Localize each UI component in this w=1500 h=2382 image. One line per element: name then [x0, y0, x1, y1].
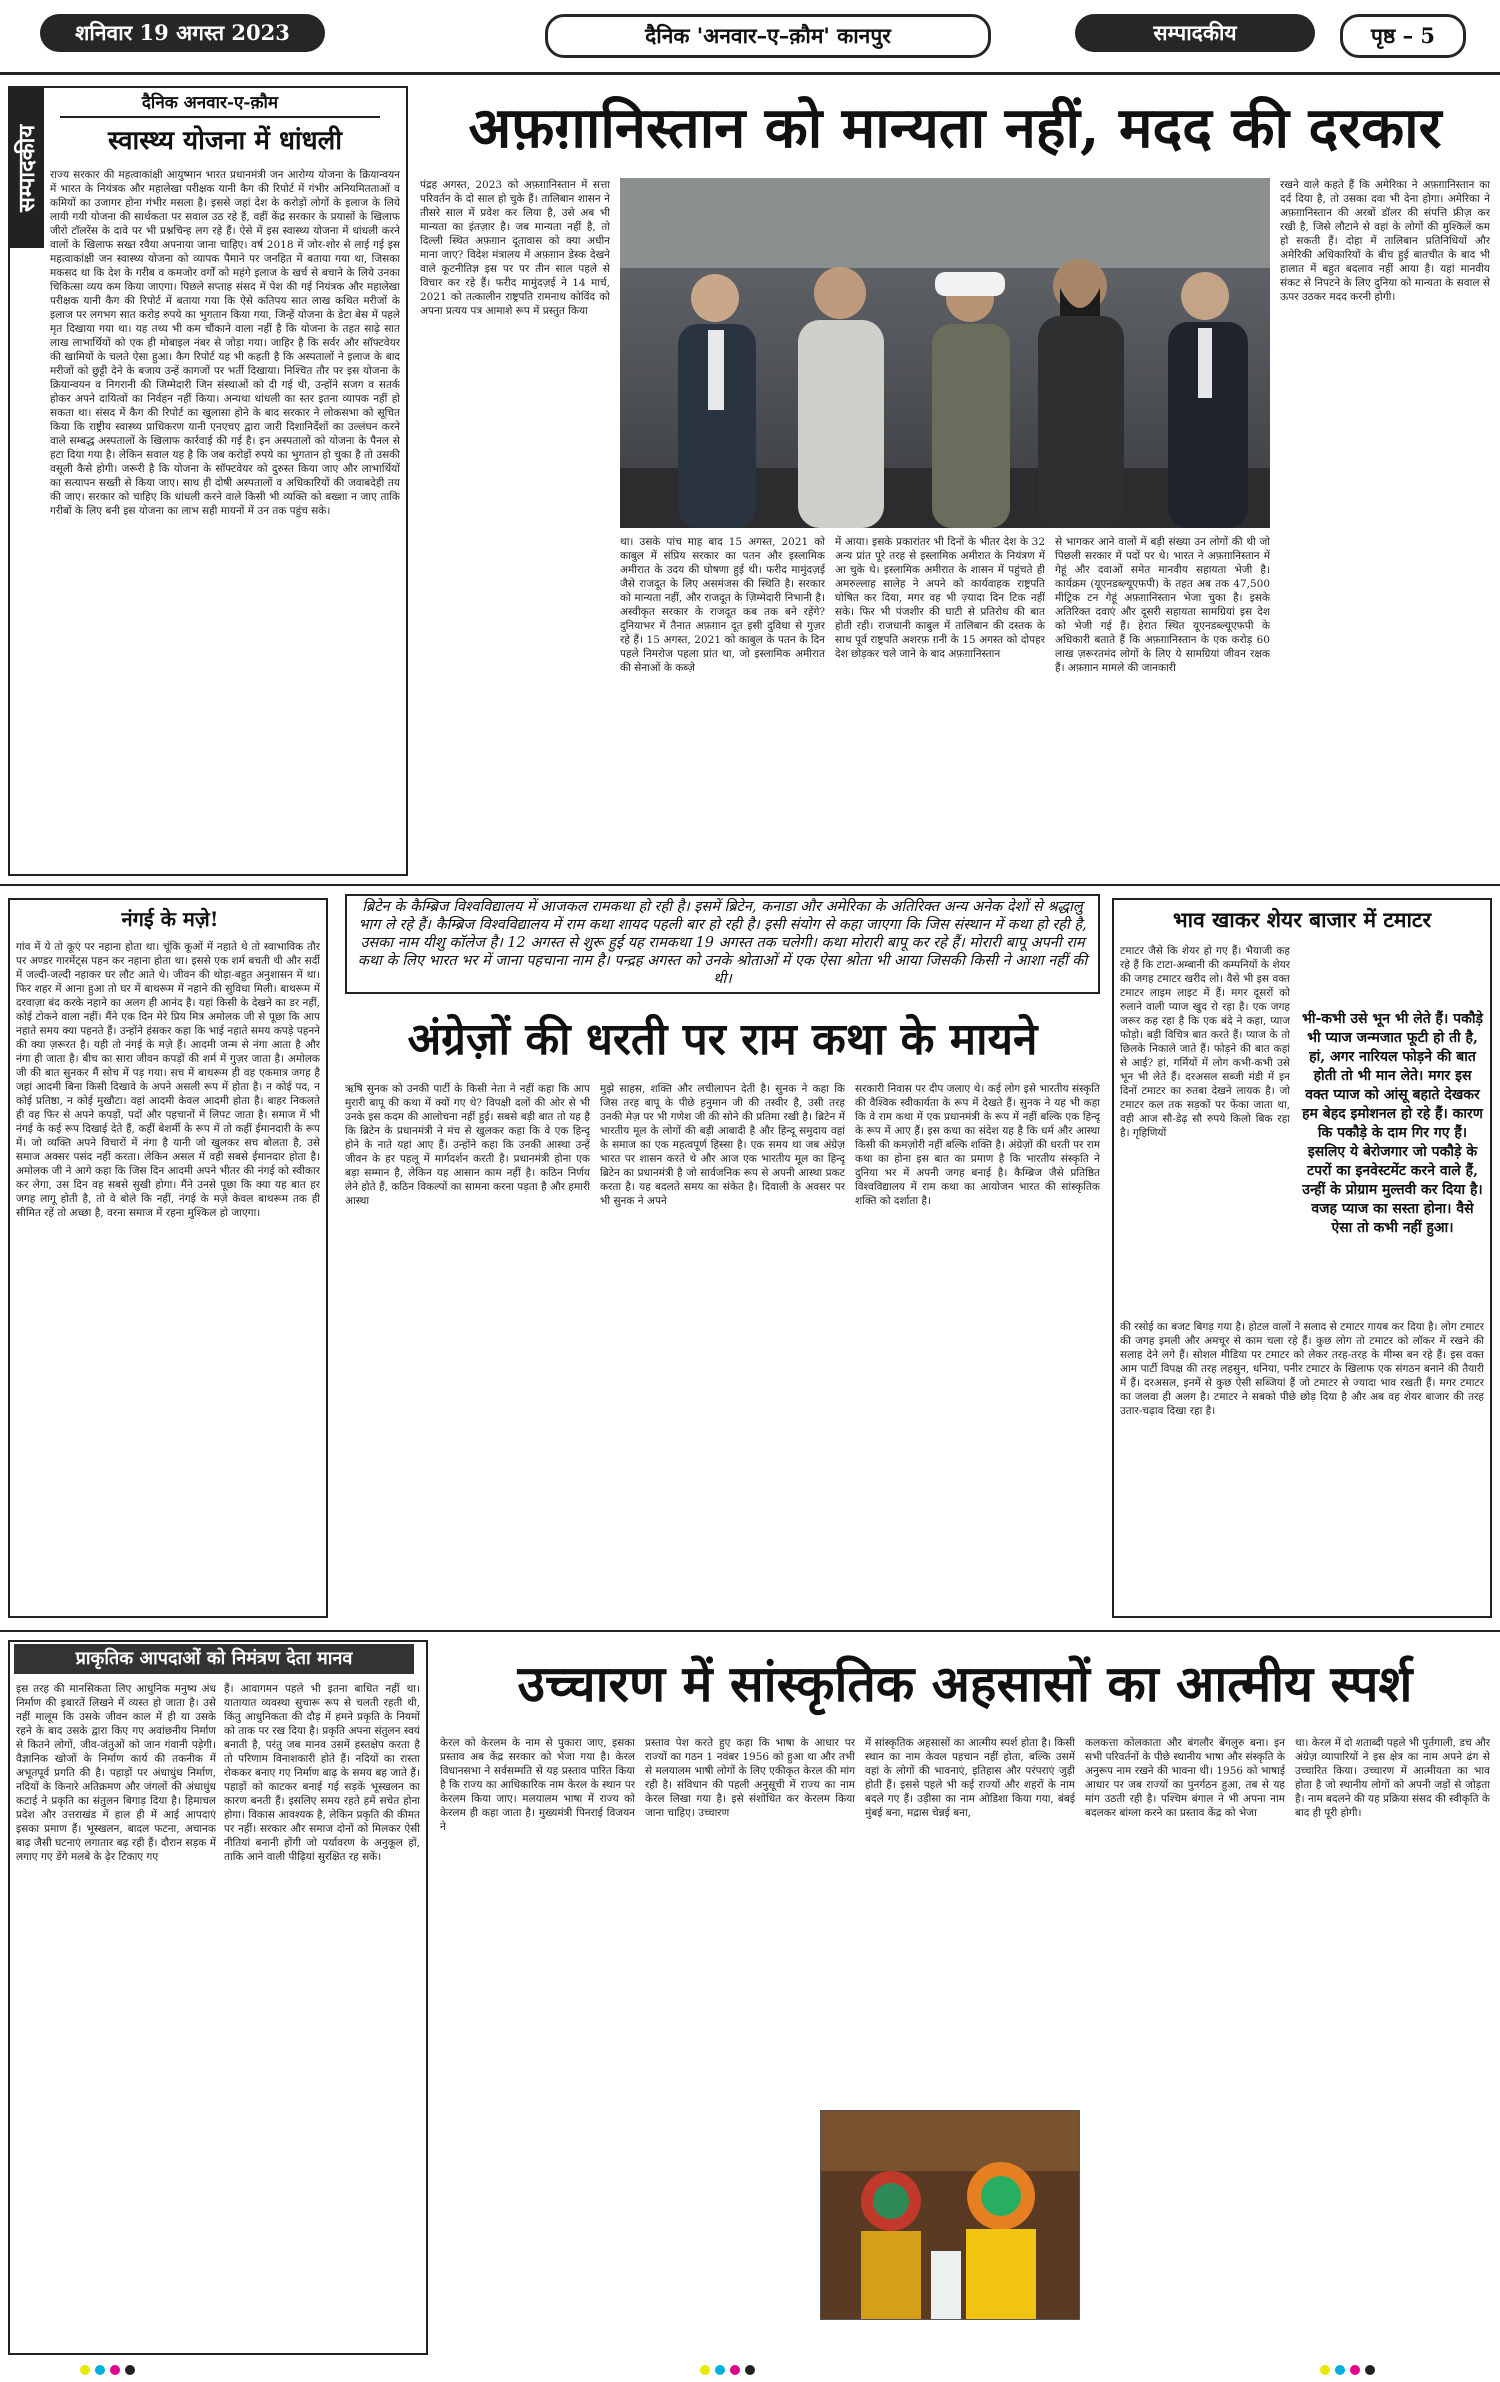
- section-name: सम्पादकीय: [1075, 14, 1315, 52]
- newspaper-name: दैनिक 'अनवार–ए–क़ौम' कानपुर: [545, 14, 991, 58]
- print-registration-dots-right: [1320, 2365, 1375, 2375]
- nature-col-1: इस तरह की मानसिकता लिए आधुनिक मनुष्य अंध निर्माण की इबारतें लिखने में व्यस्त हो जाता है। उसे नहीं मालूम कि उसके जीवन काल में ही या उसके रहने के बाद उसके द्वारा किए गए अवांछनीय निर्माण से कितने लोगों, जीव-जंतुओं को जान गंवानी पड़ेगी। वैज्ञानिक खोजों के निर्माण कार्य की तकनीक में अभूतपूर्व प्रगति की है। पहाड़ों पर अंधाधुंध निर्माण, नदियों के किनारे अतिक्रमण और जंगलों की अंधाधुंध कटाई ने प्रकृति का संतुलन बिगाड़ दिया है। हिमाचल प्रदेश और उत्तराखंड में हाल ही में आई आपदाएं इसका प्रमाण हैं। भूस्खलन, बादल फटना, अचानक बाढ़ जैसी घटनाएं लगातार बढ़ रही हैं। दौरान सड़क में लगाए गए डेंगे मलबे के ढ़ेर टिकाए गए: [16, 1683, 216, 1863]
- nangai-body: गांव में ये तो कूएं पर नहाना होता था। चूंकि कूओं में नहाते थे तो स्वाभाविक तौर पर अण्डर गारमेंट्स पहन कर नहाना होता था। इससे एक शर्म बचती थी और सर्दी में जल्दी-जल्दी नहाकर घर लौट आते थे। जीवन की थोड़ा-बहुत अनुशासन में था। फिर शहर में आना हुआ तो घर में बाथरूम में नहाने की सुविधा मिली। बाथरूम में दरवाज़ा बंद करके नहाने का अलग ही आनंद है। यहां किसी के देखने का डर नहीं, कोई टोकने वाला नहीं। मैंने एक दिन मेरे प्रिय मित्र अमोलक जी से पूछा कि आप नहाते समय क्या पहनते हैं। उन्होंने हंसकर कहा कि भाई नहाते समय कपड़े पहनने की क्या ज़रूरत है। यही तो नंगई के मज़े हैं। आदमी जन्म से नंगा आता है और नंगा ही जाता है। बीच का सारा जीवन कपड़ों की शर्म में गुज़र जाता है। अमोलक जी की बात सुनकर मैं सोच में पड़ गया। सच में बाथरूम ही वह एकमात्र जगह है जहां आदमी बिना किसी दिखावे के अपने असली रूप में होता है। न कोई पद, न कोई प्रतिष्ठा, न कोई मुखौटा। वहां आदमी केवल आदमी होता है। बाहर निकलते ही वह फिर से अपने कपड़ों, पदों और पहचानों में लिपट जाता है। समाज में भी नंगई के कई रूप दिखाई देते हैं, कहीं बेशर्मी के रूप में तो कहीं ईमानदारी के रूप में। जो व्यक्ति अपने विचारों में नंगा है यानी जो खुलकर सच बोलता है, उसे समाज अक्सर पसंद नहीं करता। लेकिन असल में वही सबसे ईमानदार होता है। अमोलक जी ने आगे कहा कि जिस दिन आदमी अपने भीतर की नंगई को स्वीकार कर लेगा, उस दिन वह सबसे सुखी होगा। मैंने उनसे पूछा कि क्या यह बात हर जगह लागू होती है, तो वे बोले कि नहीं, नंगई के मज़े केवल बाथरूम तक ही सीमित रहें तो अच्छा है, वरना समाज में रहना मुश्किल हो जाएगा।: [16, 941, 320, 1219]
- page-number: पृष्ठ – 5: [1340, 14, 1466, 58]
- culture-col-3: में सांस्कृतिक अहसासों का आत्मीय स्पर्श होता है। किसी स्थान का नाम केवल पहचान नहीं होता, बल्कि उसमें वहां के लोगों की भावनाएं, इतिहास और परंपराएं जुड़ी होती हैं। इससे पहले भी कई राज्यों और शहरों के नाम बदले गए हैं। उड़ीसा का नाम ओडिशा किया गया, बंबई मुंबई बना, मद्रास चेन्नई बना,: [865, 1737, 1075, 1819]
- editorial-body: राज्य सरकार की महत्वाकांक्षी आयुष्मान भारत प्रधानमंत्री जन आरोग्य योजना के क्रियान्वयन में भारत के नियंत्रक और महालेखा परीक्षक यानी कैग की रिपोर्ट में गंभीर अनियमितताओं व कमियों का उजागर होना गंभीर मसला है। इससे जहां देश के करोड़ों लोगों के इलाज के लिये लायी गयी योजना की सार्थकता पर सवाल उठ रहे हैं, वहीं केंद्र सरकार के प्रयासों के खिलाफ जीरो टॉलरेंस के दावे पर भी प्रश्नचिन्ह लग रहे हैं। ऐसे में इस स्वास्थ्य योजना में धांधली करने वालों के खिलाफ सख्त रवैया अपनाया जाना चाहिए। वर्ष 2018 में जोर-शोर से लाई गई इस महत्वाकांक्षी जन स्वास्थ्य योजना को व्यापक पैमाने पर जनहित में बताया गया था, जिसका मकसद था कि देश के गरीब व कमजोर वर्गों को महंगे इलाज के खर्च से बचाने के लिये उनका चिकित्सा व्यय कम किया जाएगा। पिछले सप्ताह संसद में पेश की गई नियंत्रक और महालेखा परीक्षक यानी कैग की रिपोर्ट में बताया गया कि ऐसे कतिपय सात लाख कथित मरीजों के इलाज पर लगभग सात करोड़ रुपये का भुगतान किया गया, जिन्हें योजना के डेटा बेस में पहले मृत दिखाया गया था। यह तथ्य भी कम चौंकाने वाला नहीं है कि योजना के तहत साढ़े सात लाख लाभार्थियों को एक ही मोबाइल नंबर से जोड़ा गया। जाहिर है कि सर्वर और सॉफ्टवेयर की खामियों के चलते ऐसा हुआ। कैग रिपोर्ट यह भी कहती है कि अस्पतालों ने इलाज के बाद मरीजों को छुट्टी देने के बजाय उन्हें कागजों पर भर्ती दिखाया। निश्चित तौर पर इस योजना के क्रियान्वयन व निगरानी की जिम्मेदारी जिन संस्थाओं को दी गई थी, उन्होंने सजग व सतर्क होकर अपने दायित्वों का निर्वहन नहीं किया। अन्यथा धांधली का स्तर इतना व्यापक नहीं हो सकता था। संसद में कैग की रिपोर्ट का खुलासा होने के बाद सरकार ने लोकसभा को सूचित किया कि राष्ट्रीय स्वास्थ्य प्राधिकरण यानी एनएचए द्वारा जारी दिशानिर्देशों का उल्लंघन करने वाले सम्बद्ध अस्पतालों के खिलाफ कार्रवाई की गई है। इन अस्पतालों को योजना के पैनल से हटा दिया गया है। लेकिन सवाल यह है कि जब करोड़ों रुपये का भुगतान हो चुका है तो उसकी वसूली कैसे होगी। जरूरी है कि योजना के सॉफ्टवेयर को दुरुस्त किया जाए और लाभार्थियों का सत्यापन सख्ती से किया जाए। साथ ही दोषी अस्पतालों व अधिकारियों की जवाबदेही तय की जाए। सरकार को चाहिए कि धांधली करने वाले किसी भी व्यक्ति को बख्शा न जाए ताकि गरीबों के लिए बनी इस योजना का लाभ सही मायनों में उन तक पहुंच सके।: [50, 169, 400, 517]
- afghan-col-5: रखने वाले कहते हैं कि अमेरिका ने अफ़ग़ानिस्तान का दर्द दिया है, तो उसका दवा भी देना होगा। अमेरिका ने अफ़ग़ानिस्तान की अरबों डॉलर की संपत्ति फ्रीज़ कर रखी है, जिसे लौटाने से वहां के लोगों की मुश्किलें कम हो सकती हैं। दोहा में तालिबान प्रतिनिधियों और अमेरिकी अधिकारियों के बीच हुई बातचीत के बाद भी हालात में बहुत बदलाव नहीं आया है। यहां मानवीय संकट से निपटने के लिए दुनिया को मान्यता के सवाल से ऊपर उठकर मदद करनी होगी।: [1280, 179, 1490, 303]
- registration-dot: [700, 2365, 710, 2375]
- tomato-body-2: की रसोई का बजट बिगड़ गया है। होटल वालों ने सलाद से टमाटर गायब कर दिया है। लोग टमाटर की जगह इमली और अमचूर से काम चला रहे हैं। कुछ लोग तो टमाटर को लॉकर में रखने की सलाह देने लगे हैं। सोशल मीडिया पर टमाटर को लेकर तरह-तरह के मीम्स बन रहे हैं। इस वक्त आम पार्टी विपक्ष की तरह लहसुन, धनिया, पनीर टमाटर के खिलाफ एक संगठन बनाने की तैयारी में हैं। दरअसल, इनमें से कुछ ऐसी सब्जियां हैं जो टमाटर से ज्यादा भाव रखती हैं। मगर टमाटर का जलवा ही अलग है। टमाटर ने सबको पीछे छोड़ दिया है और अब वह शेयर बाजार की तरह उतार-चढ़ाव दिखा रहा है।: [1120, 1321, 1484, 1417]
- print-registration-dots-center: [700, 2365, 755, 2375]
- ticker-text: ब्रिटेन के कैम्ब्रिज विश्वविद्यालय में आजकल रामकथा हो रही है। इसमें ब्रिटेन, कनाडा और अमेरिका के अतिरिक्त अन्य अनेक देशों से श्रद्धालु भाग ले रहे हैं। कैम्ब्रिज विश्वविद्यालय में राम कथा शायद पहली बार हो रही है। इसी संयोग से कहा जाएगा कि जिस संस्थान में कथा हो रही है, उसका नाम यीशु कॉलेज है। 12 अगस्त से शुरू हुई यह रामकथा 19 अगस्त तक चलेगी। कथा मोरारी बापू कर रहे हैं। मोरारी बापू अपनी राम कथा के लिए भारत भर में जाना पहचाना नाम है। पन्द्रह अगस्त को उनके श्रोताओं में एक ऐसा श्रोता भी आया जिसकी किसी ने आशा नहीं की थी।: [357, 899, 1088, 987]
- masthead-rule: [60, 116, 380, 118]
- registration-dot: [745, 2365, 755, 2375]
- registration-dot: [80, 2365, 90, 2375]
- issue-date: शनिवार 19 अगस्त 2023: [40, 14, 325, 52]
- culture-col-5: था। केरल में दो शताब्दी पहले भी पुर्तगाली, डच और अंग्रेज़ व्यापारियों ने इस क्षेत्र का नाम अपने ढंग से उच्चारित किया। उच्चारण में आत्मीयता का भाव होता है जो स्थानीय लोगों को अपनी जड़ों से जोड़ता है। नाम बदलने की यह प्रक्रिया संसद की स्वीकृति के बाद ही पूरी होगी।: [1295, 1737, 1490, 1819]
- tomato-body: टमाटर जैसे कि शेयर हो गए हैं। भैयाजी कह रहे हैं कि टाटा-अम्बानी की कम्पनियों के शेयर की जगह टमाटर खरीद लो। वैसे भी इस वक्त टमाटर लाइम लाइट में हैं। मगर दूसरों को रुलाने वाली प्याज खुद रो रहा है। एक जगह जरूर कह रहा है कि एक बंदे ने कहा, प्याज फोड़ो। बड़ी विचित्र बात करते हैं। प्याज के तो छिलके निकाले जाते हैं। फोड़ने की बात कहां से आई? हां, गर्मियों में लोग कभी-कभी उसे भून भी लेते हैं। दरअसल सब्जी मंडी में इन दिनों टमाटर का रुतबा देखने लायक है। जो टमाटर कल तक सड़कों पर फेंका जाता था, वही आज सौ-डेढ़ सौ रुपये किलो बिक रहा है। गृहिणियों: [1120, 945, 1290, 1139]
- registration-dot: [730, 2365, 740, 2375]
- ram-col-2: मुझे साहस, शक्ति और लचीलापन देती है। सुनक ने कहा कि जिस तरह बापू के पीछे हनुमान जी की तस्वीर है, उसी तरह उनकी मेज़ पर भी गणेश जी की सोने की प्रतिमा रखी है। ब्रिटेन में भारतीय मूल के लोगों की बड़ी आबादी है और हिन्दू समुदाय वहां के समाज का एक महत्वपूर्ण हिस्सा है। एक समय था जब अंग्रेज़ भारत पर शासन करते थे और आज एक भारतीय मूल का हिन्दू ब्रिटेन का प्रधानमंत्री है जो सार्वजनिक रूप से अपनी आस्था प्रकट करता है। यह बदलते समय का संकेत है। दिवाली के अवसर पर भी सुनक ने अपने: [600, 1083, 845, 1207]
- editorial-masthead: दैनिक अनवार-ए-क़ौम: [141, 93, 279, 113]
- registration-dot: [715, 2365, 725, 2375]
- registration-dot: [1350, 2365, 1360, 2375]
- tomato-pull-quote: भी-कभी उसे भून भी लेते हैं। पकौड़े भी प्याज जन्मजात फूटी हो ती है, हां, अगर नारियल फोड़ने की बात होती तो भी मान लेते। मगर इस वक्त प्याज को आंसू बहाते देखकर हम बेहद इमोशनल हो रहे हैं। कारण कि पकौड़े के दाम गिर गए हैं। इसलिए ये बेरोजगार जो पकौड़े के टपरों का इनवेस्टमेंट करने वाले हैं, उन्हीं के प्रोग्राम मुल्तवी कर दिया है। वजह प्याज का सस्ता होना। वैसे ऐसा तो कभी नहीं हुआ।: [1302, 1011, 1483, 1236]
- section-rule-1: [0, 884, 1500, 886]
- afghan-col-3: में आया। इसके प्रकारांतर भी दिनों के भीतर देश के 32 अन्य प्रांत पूरे तरह से इस्लामिक अमीरात के नियंत्रण में आ चुके थे। इस्लामिक अमीरात के शासन में पहुंचते ही अमरुल्लाह सालेह ने अपने को कार्यवाहक राष्ट्रपति घोषित कर दिया, मगर वह भी ज़्यादा दिन टिक नहीं सके। फिर भी पंजशीर की घाटी से प्रतिरोध की बात होती रही। राजधानी काबुल में तालिबान की दस्तक के साथ पूर्व राष्ट्रपति अशरफ़ ग़नी के 15 अगस्त को दोपहर देश छोड़कर चले जाने के बाद अफ़ग़ानिस्तान: [835, 536, 1045, 660]
- kerala-dance-image: [821, 2111, 1080, 2320]
- registration-dot: [95, 2365, 105, 2375]
- registration-dot: [1335, 2365, 1345, 2375]
- nature-col-2: हैं। आवागमन पहले भी इतना बाधित नहीं था। यातायात व्यवस्था सुचारू रूप से चलती रहती थी, किंतु आधुनिकता की दौड़ में हमने प्रकृति के नियमों को ताक पर रख दिया है। प्रकृति अपना संतुलन स्वयं बनाती है, परंतु जब मानव उसमें हस्तक्षेप करता है तो परिणाम विनाशकारी होते हैं। नदियों का रास्ता रोककर बनाए गए निर्माण बाढ़ के समय बह जाते हैं। पहाड़ों को काटकर बनाई गई सड़कें भूस्खलन का कारण बनती हैं। इसलिए समय रहते हमें सचेत होना होगा। विकास आवश्यक है, लेकिन प्रकृति की कीमत पर नहीं। सरकार और समाज दोनों को मिलकर ऐसी नीतियां बनानी होंगी जो पर्यावरण के अनुकूल हों, ताकि आने वाली पीढ़ियां सुरक्षित रह सकें।: [224, 1683, 420, 1863]
- culture-headline: उच्चारण में सांस्कृतिक अहसासों का आत्मीय स्पर्श: [517, 1654, 1413, 1713]
- afghan-col-4: से भागकर आने वालों में बड़ी संख्या उन लोगों की थी जो पिछली सरकार में पदों पर थे। भारत ने अफ़ग़ानिस्तान में गेहूं और दवाओं समेत मानवीय सहायता भेजी है। कार्यक्रम (यूएनडब्ल्यूएफपी) के तहत अब तक 47,500 मीट्रिक टन गेहूं अफ़ग़ानिस्तान भेजा चुका है। इसके अतिरिक्त दवाएं और दूसरी सहायता सामग्रियां इस देश को भेजी गई हैं। हेरात स्थित यूएनडब्ल्यूएफपी के अधिकारी बताते हैं कि अफ़ग़ानिस्तान के एक करोड़ 60 लाख ज़रूरतमंद लोगों के लिए ये सामग्रियां जीवन रक्षक हैं। अफ़ग़ान मामले की जानकारी: [1055, 536, 1270, 674]
- section-rule-2: [0, 1630, 1500, 1632]
- ram-col-1: ऋषि सुनक को उनकी पार्टी के किसी नेता ने नहीं कहा कि आप मुरारी बापू की कथा में क्यों गए थे? विपक्षी दलों की ओर से भी उनके इस कदम की आलोचना नहीं हुई। सबसे बड़ी बात तो यह है कि ब्रिटेन के प्रधानमंत्री ने मंच से खुलकर कहा कि वे एक हिन्दू होने के नाते यहां आए हैं। उन्होंने कहा कि उनकी आस्था उन्हें जीवन के हर पहलू में मार्गदर्शन करती है। प्रधानमंत्री होना एक बड़ा सम्मान है, लेकिन यह आसान काम नहीं है। कठिन निर्णय लेने होते हैं, कठिन विकल्पों का सामना करना पड़ता है और हमारी आस्था: [345, 1083, 590, 1207]
- culture-col-2: प्रस्ताव पेश करते हुए कहा कि भाषा के आधार पर राज्यों का गठन 1 नवंबर 1956 को हुआ था और तभी से मलयालम भाषी लोगों के लिए एकीकृत केरल की मांग रही है। संविधान की पहली अनुसूची में राज्य का नाम केरल लिखा गया है। इसे संशोधित कर केरलम किया जाना चाहिए। उच्चारण: [645, 1737, 855, 1819]
- afghan-delegates-image: [620, 178, 1270, 528]
- culture-col-4: कलकत्ता कोलकाता और बंगलौर बेंगलुरु बना। इन सभी परिवर्तनों के पीछे स्थानीय भाषा और संस्कृति के अनुरूप नाम रखने की भावना थी। 1956 को भाषाई आधार पर जब राज्यों का पुनर्गठन हुआ, तब से यह मांग उठती रही है। पश्चिम बंगाल ने भी अपना नाम बदलकर बांग्ला करने का प्रस्ताव केंद्र को भेजा: [1085, 1737, 1285, 1819]
- nature-headline: प्राकृतिक आपदाओं को निमंत्रण देता मानव: [14, 1644, 414, 1674]
- tomato-headline: भाव खाकर शेयर बाजार में टमाटर: [1172, 907, 1432, 932]
- afghan-photo: [620, 178, 1270, 528]
- culture-col-1: केरल को केरलम के नाम से पुकारा जाए, इसका प्रस्ताव अब केंद्र सरकार को भेजा गया है। केरल विधानसभा ने सर्वसम्मति से यह प्रस्ताव पारित किया है कि राज्य का आधिकारिक नाम केरल के स्थान पर केरलम किया जाए। मलयालम भाषा में राज्य को केरलम ही कहा जाता है। मुख्यमंत्री पिनराई विजयन ने: [440, 1737, 635, 1833]
- registration-dot: [1320, 2365, 1330, 2375]
- print-registration-dots-left: [80, 2365, 135, 2375]
- afghan-col-2: था। उसके पांच माह बाद 15 अगस्त, 2021 को काबुल में संप्रिय सरकार का पतन और इस्लामिक अमीरात के उदय की घोषणा हुई थी। फरीद मामुंदज़ई जैसे राजदूत के लिए असमंजस की स्थिति है। सरकार को मान्यता नहीं, और राजदूत के ज़िम्मेदारी निभानी है। अस्वीकृत सरकार के राजदूत कब तक बने रहेंगे? दुनियाभर में तैनात अफ़ग़ान दूत इसी दुविधा से गुज़र रहे हैं। 15 अगस्त, 2021 को काबुल के पतन के दिन पहले निमरोज पहला प्रांत था, जो इस्लामिक अमीरात की सेनाओं के कब्ज़े: [620, 536, 825, 674]
- editorial-headline: स्वास्थ्य योजना में धांधली: [107, 126, 343, 156]
- nangai-headline: नंगई के मज़े!: [121, 907, 219, 931]
- page-header: [40, 14, 1460, 54]
- ram-headline: अंग्रेज़ों की धरती पर राम कथा के मायने: [407, 1014, 1038, 1065]
- registration-dot: [125, 2365, 135, 2375]
- afghan-headline: अफ़ग़ानिस्तान को मान्यता नहीं, मदद की दरकार: [468, 95, 1442, 161]
- editorial-side-label: सम्पादकीय: [10, 88, 44, 248]
- registration-dot: [1365, 2365, 1375, 2375]
- header-rule: [0, 72, 1500, 75]
- ram-col-3: सरकारी निवास पर दीप जलाए थे। कई लोग इसे भारतीय संस्कृति की वैश्विक स्वीकार्यता के रूप में देखते हैं। सुनक ने यह भी कहा कि वे राम कथा में एक प्रधानमंत्री के रूप में नहीं बल्कि एक हिन्दू के रूप में आए हैं। इस कथा का संदेश यह है कि धर्म और आस्था किसी की कमज़ोरी नहीं बल्कि शक्ति है। अंग्रेज़ों की धरती पर राम कथा का होना इस बात का प्रमाण है कि भारतीय संस्कृति ने दुनिया भर में अपनी जगह बनाई है। कैम्ब्रिज जैसे प्रतिष्ठित विश्वविद्यालय में राम कथा का आयोजन भारत की सांस्कृतिक शक्ति को दर्शाता है।: [855, 1083, 1100, 1207]
- registration-dot: [110, 2365, 120, 2375]
- culture-photo: [820, 2110, 1080, 2320]
- afghan-col-1: पंद्रह अगस्त, 2023 को अफ़ग़ानिस्तान में सत्ता परिवर्तन के दो साल हो चुके हैं। तालिबान शासन ने तीसरे साल में प्रवेश कर लिया है, उसे अब भी मान्यता का इंतज़ार है। जब मान्यता नहीं है, तो दिल्ली स्थित अफ़ग़ान दूतावास को क्या अधीन माना जाए? विदेश मंत्रालय में अफ़ग़ान डेस्क देखने वाले कूटनीतिज्ञ इस पर पर तीन साल पहले से विचार कर रहे हैं। फरीद मामुंदज़ई ने 14 मार्च, 2021 को तत्कालीन राष्ट्रपति रामनाथ कोविंद को अपना प्रत्यय पत्र आमाशे रूप में प्रस्तुत किया: [420, 179, 610, 317]
